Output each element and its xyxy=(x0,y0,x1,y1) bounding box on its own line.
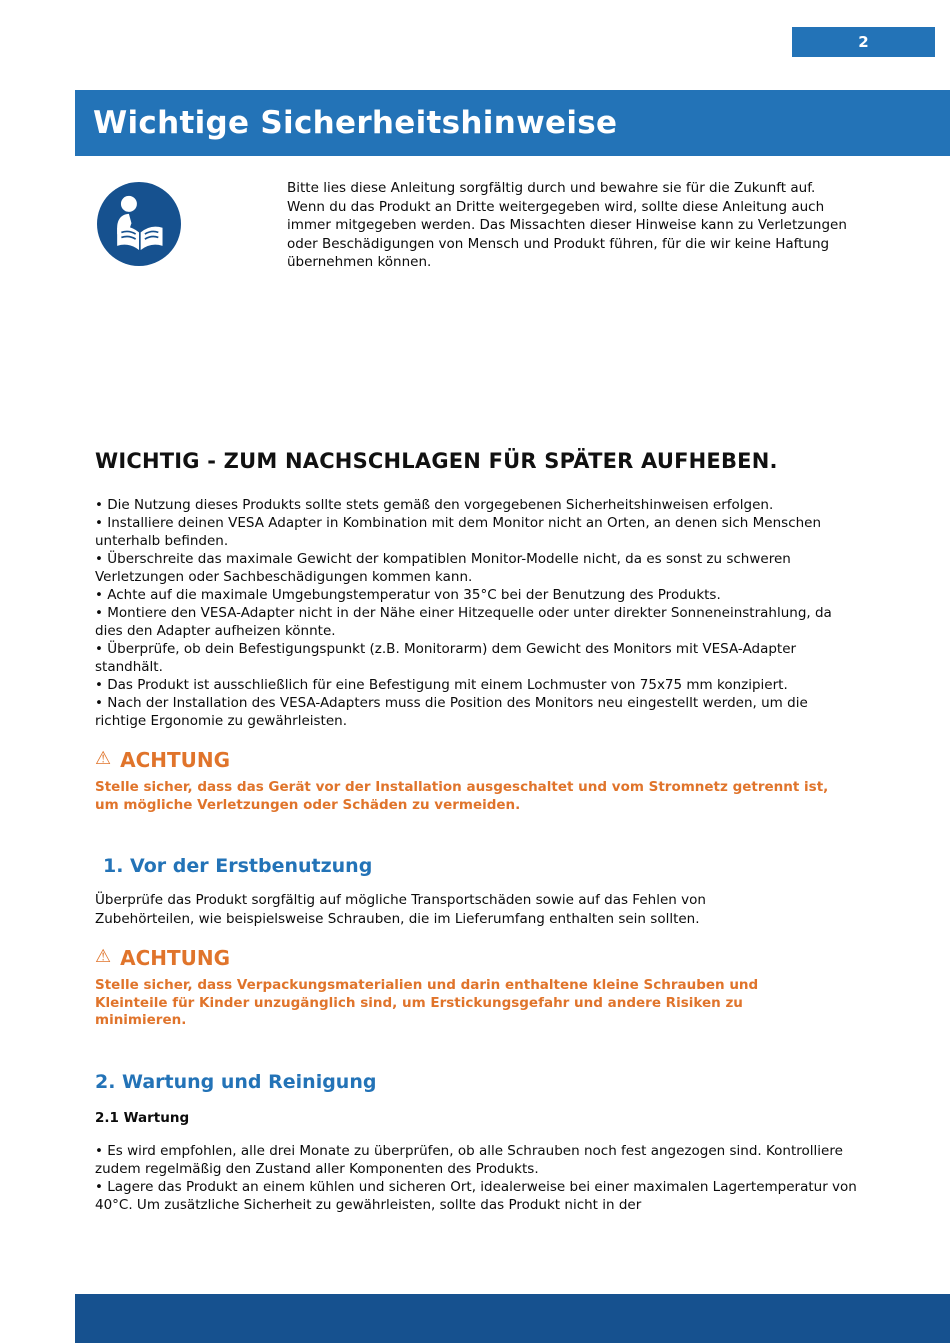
page-title: Wichtige Sicherheitshinweise xyxy=(93,105,618,141)
warning-triangle-icon: ⚠ xyxy=(95,946,112,967)
page-number-badge xyxy=(792,27,935,57)
section-2-1-heading: 2.1 Wartung xyxy=(95,1110,190,1126)
safety-bullet-list xyxy=(95,496,850,730)
section-1-paragraph: Überprüfe das Produkt sorgfältig auf mögliche Transportschäden sowie auf das Fehlen von Zubehörteilen, wie beispielsweise Schrauben, die im Lieferumfang enthalten sein sollten. xyxy=(95,892,706,927)
safety-bullet: • Überprüfe, ob dein Befestigungspunkt (z.B. Monitorarm) dem Gewicht des Monitors mit VESA-Adapter standhält. xyxy=(95,641,797,675)
warning-title: ACHTUNG xyxy=(120,748,231,772)
important-heading: WICHTIG - ZUM NACHSCHLAGEN FÜR SPÄTER AUFHEBEN. xyxy=(95,449,778,473)
title-banner xyxy=(75,90,950,156)
safety-bullet: • Installiere deinen VESA Adapter in Kombination mit dem Monitor nicht an Orten, an denen sich Menschen unterhalb befinden. xyxy=(95,515,822,549)
section-1-heading: 1. Vor der Erstbenutzung xyxy=(103,855,373,877)
safety-bullet: • Die Nutzung dieses Produkts sollte stets gemäß den vorgegebenen Sicherheitshinweisen erfolgen. xyxy=(95,497,774,513)
safety-bullet: • Montiere den VESA-Adapter nicht in der Nähe einer Hitzequelle oder unter direkter Sonneneinstrahlung, da dies den Adapter aufheizen könnte. xyxy=(95,605,832,639)
page-number: 2 xyxy=(858,33,869,51)
warning-title-row xyxy=(95,748,852,772)
warning-title: ACHTUNG xyxy=(120,946,231,970)
warning-block-installation xyxy=(95,748,852,814)
intro-paragraph: Bitte lies diese Anleitung sorgfältig durch und bewahre sie für die Zukunft auf. Wenn du das Produkt an Dritte weitergegeben wird, sollte diese Anleitung auch immer mitgegeben werden. Das Missachten dieser Hinweise kann zu Verletzungen oder Beschädigungen von Mensch und Produkt führen, für die wir keine Haftung übernehmen können. xyxy=(287,180,847,270)
safety-bullet: • Überschreite das maximale Gewicht der kompatiblen Monitor-Modelle nicht, da es sonst zu schweren Verletzungen oder Sachbeschädigungen kommen kann. xyxy=(95,551,791,585)
maintenance-bullet-list xyxy=(95,1142,867,1214)
maintenance-bullet: • Lagere das Produkt an einem kühlen und sicheren Ort, idealerweise bei einer maximalen Lagertemperatur von 40°C. Um zusätzliche Sicherheit zu gewährleisten, sollte das Produkt nicht in der xyxy=(95,1179,857,1213)
warning-text: Stelle sicher, dass Verpackungsmaterialien und darin enthaltene kleine Schrauben und Kleinteile für Kinder unzugänglich sind, um Erstickungsgefahr und andere Risiken zu minimieren. xyxy=(95,977,759,1028)
maintenance-bullet: • Es wird empfohlen, alle drei Monate zu überprüfen, ob alle Schrauben noch fest angezogen sind. Kontrolliere zudem regelmäßig den Zustand aller Komponenten des Produkts. xyxy=(95,1143,843,1177)
read-manual-icon xyxy=(97,182,181,266)
safety-bullet: • Das Produkt ist ausschließlich für eine Befestigung mit einem Lochmuster von 75x75 mm konzipiert. xyxy=(95,677,788,693)
footer-bar xyxy=(75,1294,950,1343)
section-2-heading: 2. Wartung und Reinigung xyxy=(95,1071,377,1093)
warning-title-row xyxy=(95,946,810,970)
safety-bullet: • Nach der Installation des VESA-Adapters muss die Position des Monitors neu eingestellt werden, um die richtige Ergonomie zu gewährleisten. xyxy=(95,695,808,729)
warning-block-packaging xyxy=(95,946,810,1030)
warning-triangle-icon: ⚠ xyxy=(95,748,112,769)
warning-text: Stelle sicher, dass das Gerät vor der Installation ausgeschaltet und vom Stromnetz getrennt ist, um mögliche Verletzungen oder Schäden zu vermeiden. xyxy=(95,779,829,813)
safety-bullet: • Achte auf die maximale Umgebungstemperatur von 35°C bei der Benutzung des Produkts. xyxy=(95,587,721,603)
